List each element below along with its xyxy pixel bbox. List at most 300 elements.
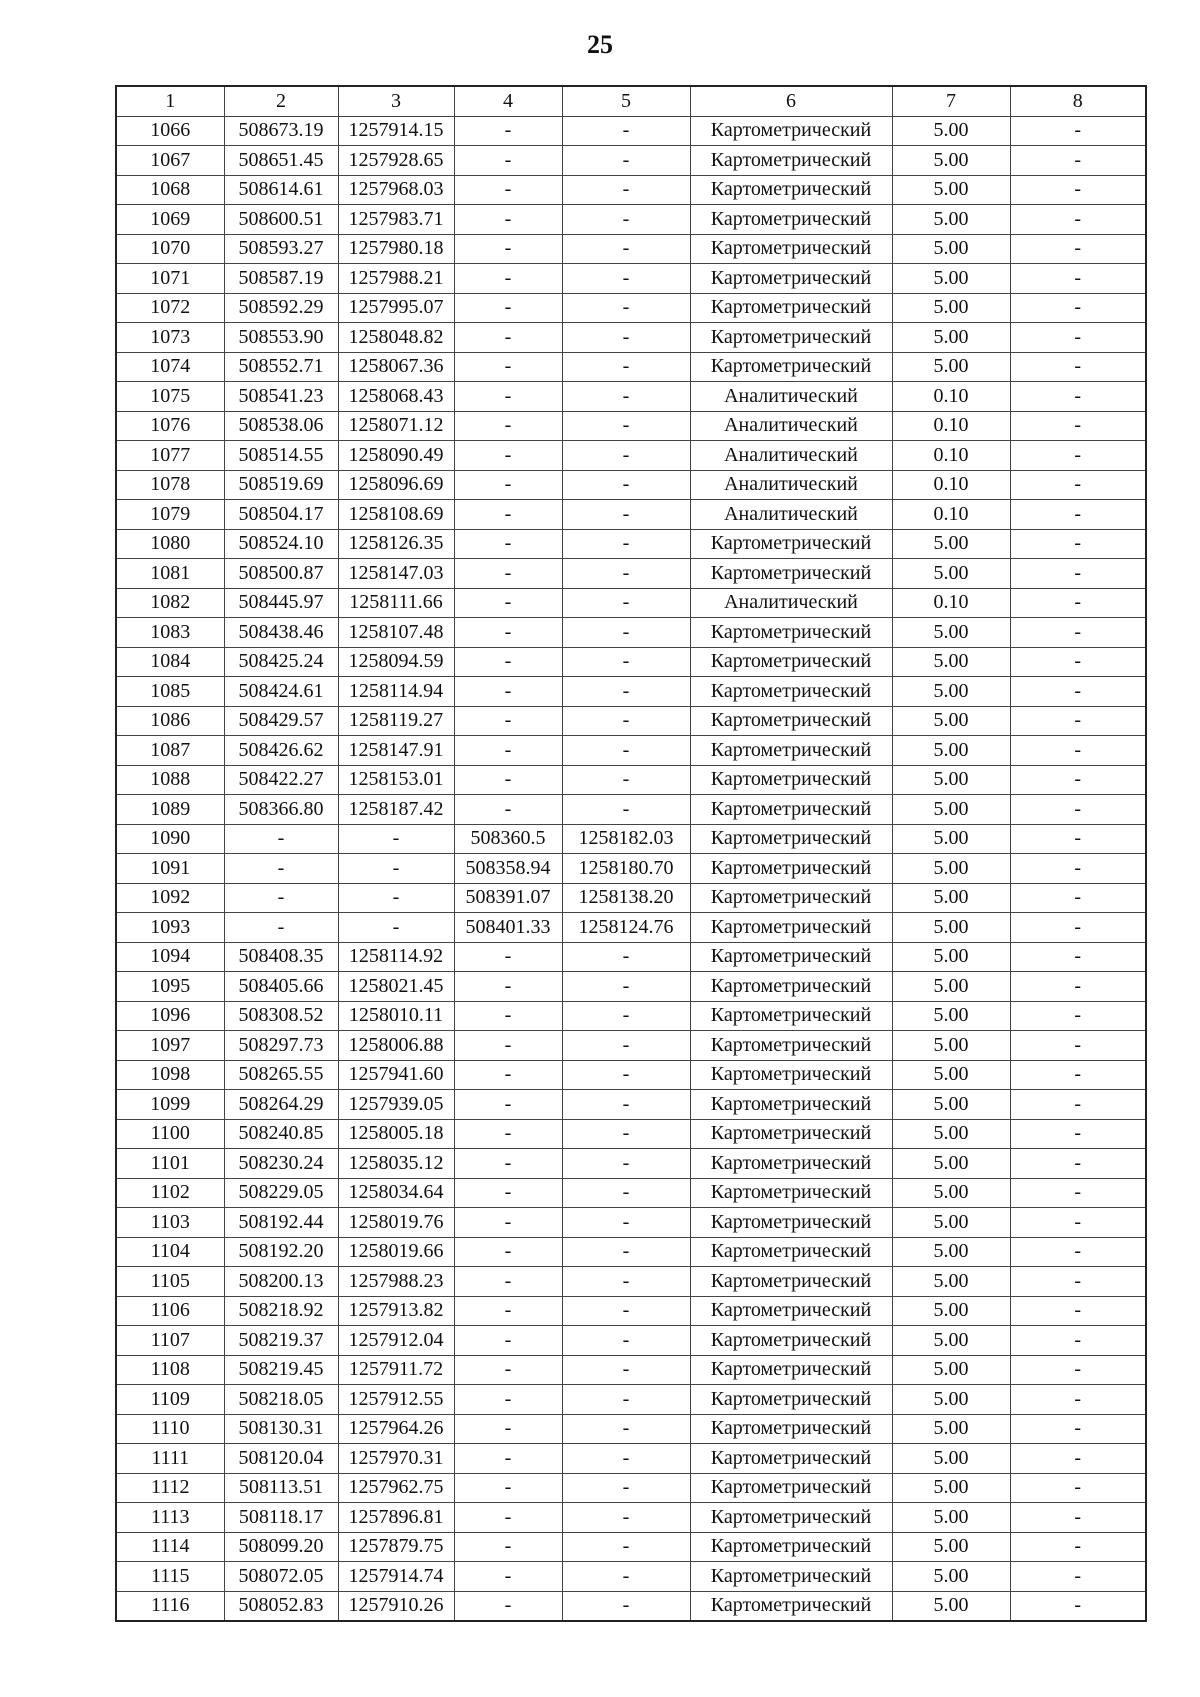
new-x-coord-cell: - xyxy=(454,441,562,471)
method-cell: Картометрический xyxy=(690,1060,892,1090)
y-coord-cell: 1258126.35 xyxy=(338,529,454,559)
new-x-coord-cell: - xyxy=(454,293,562,323)
description-cell: - xyxy=(1010,500,1146,530)
description-cell: - xyxy=(1010,824,1146,854)
new-y-coord-cell: - xyxy=(562,647,690,677)
x-coord-cell: 508192.44 xyxy=(224,1208,338,1238)
x-coord-cell: 508265.55 xyxy=(224,1060,338,1090)
x-coord-cell: 508445.97 xyxy=(224,588,338,618)
table-row xyxy=(116,1031,1146,1061)
method-cell: Картометрический xyxy=(690,1149,892,1179)
accuracy-cell: 5.00 xyxy=(892,1355,1010,1385)
accuracy-cell: 5.00 xyxy=(892,293,1010,323)
new-x-coord-cell: - xyxy=(454,1060,562,1090)
table-row xyxy=(116,116,1146,146)
description-cell: - xyxy=(1010,1473,1146,1503)
table-row xyxy=(116,942,1146,972)
accuracy-cell: 5.00 xyxy=(892,323,1010,353)
new-y-coord-cell: - xyxy=(562,1031,690,1061)
method-cell: Картометрический xyxy=(690,559,892,589)
new-y-coord-cell: - xyxy=(562,736,690,766)
y-coord-cell: 1257913.82 xyxy=(338,1296,454,1326)
point-number-cell: 1067 xyxy=(116,146,224,176)
column-header-1: 1 xyxy=(116,86,224,116)
x-coord-cell: 508600.51 xyxy=(224,205,338,235)
accuracy-cell: 5.00 xyxy=(892,146,1010,176)
x-coord-cell: 508052.83 xyxy=(224,1591,338,1621)
method-cell: Картометрический xyxy=(690,529,892,559)
y-coord-cell: 1258010.11 xyxy=(338,1001,454,1031)
x-coord-cell: 508426.62 xyxy=(224,736,338,766)
new-x-coord-cell: - xyxy=(454,1267,562,1297)
page-number: 25 xyxy=(587,30,613,59)
x-coord-cell: 508519.69 xyxy=(224,470,338,500)
method-cell: Картометрический xyxy=(690,352,892,382)
new-x-coord-cell: 508391.07 xyxy=(454,883,562,913)
point-number-cell: 1102 xyxy=(116,1178,224,1208)
method-cell: Аналитический xyxy=(690,411,892,441)
y-coord-cell: 1257988.23 xyxy=(338,1267,454,1297)
point-number-cell: 1073 xyxy=(116,323,224,353)
new-y-coord-cell: - xyxy=(562,264,690,294)
accuracy-cell: 5.00 xyxy=(892,1119,1010,1149)
method-cell: Аналитический xyxy=(690,470,892,500)
description-cell: - xyxy=(1010,1385,1146,1415)
accuracy-cell: 0.10 xyxy=(892,441,1010,471)
table-row xyxy=(116,529,1146,559)
description-cell: - xyxy=(1010,470,1146,500)
point-number-cell: 1097 xyxy=(116,1031,224,1061)
accuracy-cell: 5.00 xyxy=(892,677,1010,707)
method-cell: Аналитический xyxy=(690,588,892,618)
y-coord-cell: 1257939.05 xyxy=(338,1090,454,1120)
accuracy-cell: 5.00 xyxy=(892,1267,1010,1297)
new-y-coord-cell: - xyxy=(562,116,690,146)
method-cell: Картометрический xyxy=(690,677,892,707)
point-number-cell: 1069 xyxy=(116,205,224,235)
new-y-coord-cell: - xyxy=(562,1001,690,1031)
x-coord-cell: 508524.10 xyxy=(224,529,338,559)
y-coord-cell: - xyxy=(338,883,454,913)
column-header-7: 7 xyxy=(892,86,1010,116)
accuracy-cell: 5.00 xyxy=(892,883,1010,913)
point-number-cell: 1088 xyxy=(116,765,224,795)
accuracy-cell: 0.10 xyxy=(892,500,1010,530)
accuracy-cell: 5.00 xyxy=(892,706,1010,736)
x-coord-cell: 508240.85 xyxy=(224,1119,338,1149)
y-coord-cell: 1258114.94 xyxy=(338,677,454,707)
method-cell: Картометрический xyxy=(690,1119,892,1149)
new-y-coord-cell: - xyxy=(562,175,690,205)
new-x-coord-cell: - xyxy=(454,116,562,146)
description-cell: - xyxy=(1010,205,1146,235)
new-x-coord-cell: - xyxy=(454,1208,562,1238)
y-coord-cell: 1257983.71 xyxy=(338,205,454,235)
accuracy-cell: 0.10 xyxy=(892,411,1010,441)
new-x-coord-cell: - xyxy=(454,942,562,972)
new-y-coord-cell: - xyxy=(562,706,690,736)
x-coord-cell: - xyxy=(224,824,338,854)
description-cell: - xyxy=(1010,736,1146,766)
method-cell: Картометрический xyxy=(690,234,892,264)
new-y-coord-cell: - xyxy=(562,765,690,795)
x-coord-cell: 508422.27 xyxy=(224,765,338,795)
new-y-coord-cell: - xyxy=(562,1591,690,1621)
method-cell: Картометрический xyxy=(690,765,892,795)
accuracy-cell: 5.00 xyxy=(892,1503,1010,1533)
table-row xyxy=(116,736,1146,766)
x-coord-cell: 508366.80 xyxy=(224,795,338,825)
y-coord-cell: 1257914.74 xyxy=(338,1562,454,1592)
point-number-cell: 1087 xyxy=(116,736,224,766)
y-coord-cell: 1257995.07 xyxy=(338,293,454,323)
accuracy-cell: 5.00 xyxy=(892,736,1010,766)
new-y-coord-cell: - xyxy=(562,1237,690,1267)
point-number-cell: 1109 xyxy=(116,1385,224,1415)
description-cell: - xyxy=(1010,146,1146,176)
method-cell: Картометрический xyxy=(690,795,892,825)
y-coord-cell: 1257962.75 xyxy=(338,1473,454,1503)
new-y-coord-cell: - xyxy=(562,1326,690,1356)
description-cell: - xyxy=(1010,264,1146,294)
new-y-coord-cell: - xyxy=(562,441,690,471)
new-y-coord-cell: - xyxy=(562,1385,690,1415)
table-row xyxy=(116,1503,1146,1533)
x-coord-cell: 508200.13 xyxy=(224,1267,338,1297)
description-cell: - xyxy=(1010,1355,1146,1385)
new-x-coord-cell: - xyxy=(454,795,562,825)
table-row xyxy=(116,1237,1146,1267)
table-row xyxy=(116,500,1146,530)
y-coord-cell: 1258005.18 xyxy=(338,1119,454,1149)
accuracy-cell: 5.00 xyxy=(892,1001,1010,1031)
point-number-cell: 1098 xyxy=(116,1060,224,1090)
new-x-coord-cell: - xyxy=(454,1473,562,1503)
table-header-row xyxy=(116,86,1146,116)
table-row xyxy=(116,677,1146,707)
y-coord-cell: - xyxy=(338,913,454,943)
column-header-8: 8 xyxy=(1010,86,1146,116)
method-cell: Картометрический xyxy=(690,205,892,235)
method-cell: Картометрический xyxy=(690,175,892,205)
table-row xyxy=(116,1444,1146,1474)
table-row xyxy=(116,1178,1146,1208)
description-cell: - xyxy=(1010,1444,1146,1474)
y-coord-cell: 1257964.26 xyxy=(338,1414,454,1444)
new-x-coord-cell: - xyxy=(454,647,562,677)
new-y-coord-cell: - xyxy=(562,1562,690,1592)
point-number-cell: 1106 xyxy=(116,1296,224,1326)
accuracy-cell: 5.00 xyxy=(892,972,1010,1002)
x-coord-cell: 508425.24 xyxy=(224,647,338,677)
accuracy-cell: 5.00 xyxy=(892,1532,1010,1562)
new-y-coord-cell: - xyxy=(562,1149,690,1179)
point-number-cell: 1068 xyxy=(116,175,224,205)
new-x-coord-cell: - xyxy=(454,1031,562,1061)
new-y-coord-cell: - xyxy=(562,972,690,1002)
accuracy-cell: 5.00 xyxy=(892,795,1010,825)
table-row xyxy=(116,470,1146,500)
accuracy-cell: 5.00 xyxy=(892,234,1010,264)
x-coord-cell: 508538.06 xyxy=(224,411,338,441)
method-cell: Картометрический xyxy=(690,824,892,854)
x-coord-cell: 508297.73 xyxy=(224,1031,338,1061)
accuracy-cell: 5.00 xyxy=(892,942,1010,972)
new-x-coord-cell: - xyxy=(454,1444,562,1474)
new-x-coord-cell: 508401.33 xyxy=(454,913,562,943)
accuracy-cell: 5.00 xyxy=(892,1178,1010,1208)
accuracy-cell: 5.00 xyxy=(892,1031,1010,1061)
method-cell: Картометрический xyxy=(690,883,892,913)
y-coord-cell: 1258147.91 xyxy=(338,736,454,766)
description-cell: - xyxy=(1010,588,1146,618)
method-cell: Картометрический xyxy=(690,1326,892,1356)
y-coord-cell: 1258096.69 xyxy=(338,470,454,500)
accuracy-cell: 5.00 xyxy=(892,1090,1010,1120)
x-coord-cell: 508072.05 xyxy=(224,1562,338,1592)
point-number-cell: 1072 xyxy=(116,293,224,323)
accuracy-cell: 5.00 xyxy=(892,1473,1010,1503)
new-y-coord-cell: - xyxy=(562,588,690,618)
x-coord-cell: - xyxy=(224,913,338,943)
table-row xyxy=(116,1355,1146,1385)
point-number-cell: 1085 xyxy=(116,677,224,707)
new-x-coord-cell: - xyxy=(454,234,562,264)
new-y-coord-cell: - xyxy=(562,1355,690,1385)
accuracy-cell: 5.00 xyxy=(892,175,1010,205)
new-x-coord-cell: - xyxy=(454,1001,562,1031)
x-coord-cell: 508424.61 xyxy=(224,677,338,707)
x-coord-cell: - xyxy=(224,854,338,884)
new-x-coord-cell: - xyxy=(454,1237,562,1267)
accuracy-cell: 5.00 xyxy=(892,529,1010,559)
coordinates-table xyxy=(115,85,1147,1622)
description-cell: - xyxy=(1010,529,1146,559)
method-cell: Картометрический xyxy=(690,1208,892,1238)
method-cell: Картометрический xyxy=(690,1591,892,1621)
point-number-cell: 1077 xyxy=(116,441,224,471)
accuracy-cell: 5.00 xyxy=(892,1444,1010,1474)
method-cell: Картометрический xyxy=(690,293,892,323)
point-number-cell: 1116 xyxy=(116,1591,224,1621)
x-coord-cell: 508120.04 xyxy=(224,1444,338,1474)
table-row xyxy=(116,175,1146,205)
y-coord-cell: 1258048.82 xyxy=(338,323,454,353)
new-y-coord-cell: - xyxy=(562,1444,690,1474)
description-cell: - xyxy=(1010,1237,1146,1267)
y-coord-cell: 1257988.21 xyxy=(338,264,454,294)
new-x-coord-cell: - xyxy=(454,205,562,235)
description-cell: - xyxy=(1010,647,1146,677)
description-cell: - xyxy=(1010,854,1146,884)
description-cell: - xyxy=(1010,175,1146,205)
table-row xyxy=(116,323,1146,353)
y-coord-cell: 1258147.03 xyxy=(338,559,454,589)
method-cell: Картометрический xyxy=(690,1503,892,1533)
table-row xyxy=(116,146,1146,176)
new-y-coord-cell: - xyxy=(562,234,690,264)
accuracy-cell: 5.00 xyxy=(892,205,1010,235)
y-coord-cell: 1257941.60 xyxy=(338,1060,454,1090)
method-cell: Картометрический xyxy=(690,323,892,353)
method-cell: Аналитический xyxy=(690,441,892,471)
new-y-coord-cell: - xyxy=(562,1119,690,1149)
accuracy-cell: 5.00 xyxy=(892,647,1010,677)
new-x-coord-cell: - xyxy=(454,677,562,707)
y-coord-cell: - xyxy=(338,854,454,884)
table-row xyxy=(116,647,1146,677)
y-coord-cell: - xyxy=(338,824,454,854)
point-number-cell: 1091 xyxy=(116,854,224,884)
method-cell: Картометрический xyxy=(690,1001,892,1031)
description-cell: - xyxy=(1010,1149,1146,1179)
y-coord-cell: 1258019.76 xyxy=(338,1208,454,1238)
table-row xyxy=(116,382,1146,412)
y-coord-cell: 1257980.18 xyxy=(338,234,454,264)
description-cell: - xyxy=(1010,1178,1146,1208)
accuracy-cell: 5.00 xyxy=(892,1562,1010,1592)
description-cell: - xyxy=(1010,1060,1146,1090)
x-coord-cell: 508587.19 xyxy=(224,264,338,294)
method-cell: Картометрический xyxy=(690,264,892,294)
accuracy-cell: 5.00 xyxy=(892,1149,1010,1179)
y-coord-cell: 1257879.75 xyxy=(338,1532,454,1562)
description-cell: - xyxy=(1010,1532,1146,1562)
method-cell: Картометрический xyxy=(690,1178,892,1208)
new-x-coord-cell: - xyxy=(454,382,562,412)
new-x-coord-cell: 508360.5 xyxy=(454,824,562,854)
new-x-coord-cell: - xyxy=(454,470,562,500)
new-y-coord-cell: - xyxy=(562,618,690,648)
table-row xyxy=(116,972,1146,1002)
description-cell: - xyxy=(1010,1562,1146,1592)
y-coord-cell: 1258021.45 xyxy=(338,972,454,1002)
y-coord-cell: 1258114.92 xyxy=(338,942,454,972)
point-number-cell: 1115 xyxy=(116,1562,224,1592)
method-cell: Картометрический xyxy=(690,1296,892,1326)
accuracy-cell: 5.00 xyxy=(892,1296,1010,1326)
x-coord-cell: 508218.92 xyxy=(224,1296,338,1326)
table-row xyxy=(116,795,1146,825)
table-row xyxy=(116,1119,1146,1149)
method-cell: Картометрический xyxy=(690,942,892,972)
point-number-cell: 1104 xyxy=(116,1237,224,1267)
method-cell: Картометрический xyxy=(690,1237,892,1267)
description-cell: - xyxy=(1010,706,1146,736)
x-coord-cell: 508219.37 xyxy=(224,1326,338,1356)
description-cell: - xyxy=(1010,1090,1146,1120)
new-y-coord-cell: 1258138.20 xyxy=(562,883,690,913)
table-row xyxy=(116,293,1146,323)
description-cell: - xyxy=(1010,1503,1146,1533)
new-y-coord-cell: - xyxy=(562,1296,690,1326)
new-x-coord-cell: - xyxy=(454,1562,562,1592)
column-header-5: 5 xyxy=(562,86,690,116)
description-cell: - xyxy=(1010,323,1146,353)
point-number-cell: 1094 xyxy=(116,942,224,972)
new-x-coord-cell: - xyxy=(454,559,562,589)
y-coord-cell: 1258035.12 xyxy=(338,1149,454,1179)
point-number-cell: 1112 xyxy=(116,1473,224,1503)
table-row xyxy=(116,765,1146,795)
point-number-cell: 1081 xyxy=(116,559,224,589)
table-row xyxy=(116,1149,1146,1179)
table-row xyxy=(116,883,1146,913)
x-coord-cell: - xyxy=(224,883,338,913)
y-coord-cell: 1258119.27 xyxy=(338,706,454,736)
description-cell: - xyxy=(1010,234,1146,264)
new-y-coord-cell: - xyxy=(562,352,690,382)
accuracy-cell: 0.10 xyxy=(892,470,1010,500)
new-x-coord-cell: - xyxy=(454,972,562,1002)
accuracy-cell: 5.00 xyxy=(892,824,1010,854)
y-coord-cell: 1258034.64 xyxy=(338,1178,454,1208)
accuracy-cell: 5.00 xyxy=(892,264,1010,294)
table-row xyxy=(116,1208,1146,1238)
description-cell: - xyxy=(1010,1119,1146,1149)
new-y-coord-cell: - xyxy=(562,1060,690,1090)
table-row xyxy=(116,205,1146,235)
new-y-coord-cell: - xyxy=(562,1178,690,1208)
description-cell: - xyxy=(1010,382,1146,412)
y-coord-cell: 1258006.88 xyxy=(338,1031,454,1061)
point-number-cell: 1071 xyxy=(116,264,224,294)
new-x-coord-cell: - xyxy=(454,146,562,176)
description-cell: - xyxy=(1010,883,1146,913)
x-coord-cell: 508218.05 xyxy=(224,1385,338,1415)
y-coord-cell: 1257910.26 xyxy=(338,1591,454,1621)
description-cell: - xyxy=(1010,441,1146,471)
point-number-cell: 1105 xyxy=(116,1267,224,1297)
new-y-coord-cell: - xyxy=(562,677,690,707)
x-coord-cell: 508500.87 xyxy=(224,559,338,589)
new-x-coord-cell: - xyxy=(454,1326,562,1356)
column-header-2: 2 xyxy=(224,86,338,116)
y-coord-cell: 1257968.03 xyxy=(338,175,454,205)
method-cell: Аналитический xyxy=(690,382,892,412)
description-cell: - xyxy=(1010,1267,1146,1297)
accuracy-cell: 5.00 xyxy=(892,559,1010,589)
column-header-6: 6 xyxy=(690,86,892,116)
x-coord-cell: 508504.17 xyxy=(224,500,338,530)
point-number-cell: 1100 xyxy=(116,1119,224,1149)
new-x-coord-cell: - xyxy=(454,1414,562,1444)
table-row xyxy=(116,1090,1146,1120)
method-cell: Картометрический xyxy=(690,1444,892,1474)
x-coord-cell: 508541.23 xyxy=(224,382,338,412)
new-y-coord-cell: - xyxy=(562,1208,690,1238)
point-number-cell: 1070 xyxy=(116,234,224,264)
table-row xyxy=(116,411,1146,441)
table-row xyxy=(116,824,1146,854)
x-coord-cell: 508219.45 xyxy=(224,1355,338,1385)
new-x-coord-cell: - xyxy=(454,1532,562,1562)
x-coord-cell: 508438.46 xyxy=(224,618,338,648)
description-cell: - xyxy=(1010,765,1146,795)
method-cell: Картометрический xyxy=(690,1532,892,1562)
new-x-coord-cell: - xyxy=(454,352,562,382)
method-cell: Картометрический xyxy=(690,1385,892,1415)
x-coord-cell: 508308.52 xyxy=(224,1001,338,1031)
table-row xyxy=(116,352,1146,382)
point-number-cell: 1110 xyxy=(116,1414,224,1444)
point-number-cell: 1093 xyxy=(116,913,224,943)
y-coord-cell: 1258094.59 xyxy=(338,647,454,677)
y-coord-cell: 1258111.66 xyxy=(338,588,454,618)
x-coord-cell: 508099.20 xyxy=(224,1532,338,1562)
y-coord-cell: 1258108.69 xyxy=(338,500,454,530)
new-x-coord-cell: - xyxy=(454,1355,562,1385)
